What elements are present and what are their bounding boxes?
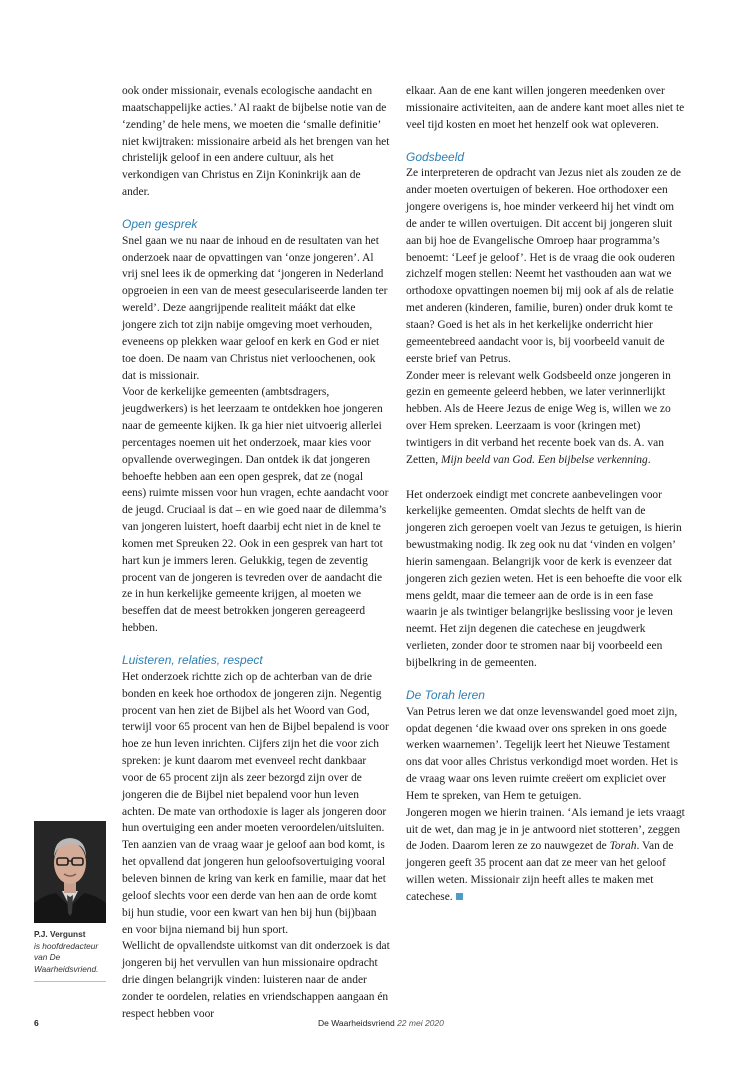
book-title: Mijn beeld van God. Een bijbelse verkenning xyxy=(440,453,648,466)
footer-magazine xyxy=(318,1018,444,1028)
paragraph-text: . Van de jongeren geeft 35 procent aan dat ze meer van het geloof willen weten. Missionair zijn heeft alles te maken met catechese. xyxy=(406,840,674,903)
paragraph: Voor de kerkelijke gemeenten (ambtsdragers, jeugdwerkers) is het leerzaam te ontdekken hoe jongeren naar de gemeente kijken. Ik ga hier niet uitvoerig allerlei percentages noemen uit het onderzoek, maar kies voor opvallende overwegingen. Dan ontdek ik dat jongeren behoefte hebben aan een open gesprek, dat ze (nogal eens) ruimte missen voor hun vragen, echte aandacht voor de jeugd. Cruciaal is dat – en wie goed naar de dilemma’s van jongeren luistert, hoeft daarbij echt niet in de knel te komen met Spreuken 22. Ook in een gesprek van hart tot hart kun je immers leren. Gelukkig, tegen de zeventig procent van de jongeren is tevreden over de aandacht die ze in hun kerkelijke gemeente krijgen, al moeten we beseffen dat de meest betrokken jongeren gereageerd hebben. xyxy=(122,386,389,635)
paragraph: Ze interpreteren de opdracht van Jezus niet als zouden ze de ander moeten overtuigen of bekeren. Hoe orthodoxer een jongere overigens is, hoe minder verkeerd hij het vindt om de ander te willen overtuigen. Dit accent bij jongeren sluit aan bij hoe de Evangelische Omroep haar programma’s benoemt: ‘Leef je geloof’. Het is de vraag die ook ouderen zichzelf mogen stellen: Neemt het vasthouden aan wat we orthodoxe opvattingen noemen bij mij ook af als de relatie met anderen (kinderen, familie, buren) onder druk komt te staan? Goed is het als in het kerkelijke onderricht hier gemeentebreed aandacht voor is, bij voorbeeld vanuit de eerste brief van Petrus. xyxy=(406,167,682,365)
paragraph: Van Petrus leren we dat onze levenswandel goed moet zijn, opdat degenen ‘die kwaad over ons spreken in ons goede werken waarnemen’. Tegelijk leert het Nieuwe Testament ons dat voor alles Christus verkondigd moet worden. Het is de vraag waar ons leven ruimte creëert om expliciet over Hem te spreken, van Hem te getuigen. xyxy=(406,705,678,802)
author-name: P.J. Vergunst xyxy=(34,929,86,939)
author-role: is hoofdredacteur van De Waarheidsvriend. xyxy=(34,940,99,974)
paragraph-text: Jongeren mogen we hierin trainen. ‘Als iemand je iets vraagt uit de wet, dan mag je in je antwoord niet stotteren’, zeggen de Joden. Daarom leren ze zo nauwgezet de xyxy=(406,806,685,853)
paragraph: Wellicht de opvallendste uitkomst van dit onderzoek is dat jongeren bij het vervullen van hun missionaire opdracht drie dingen belangrijk vinden: luisteren naar de ander zonder te oordelen, relaties en vriendschappen aangaan én respect hebben voor xyxy=(122,940,390,1020)
paragraph: ook onder missionair, evenals ecologische aandacht en maatschappelijke acties.’ Al raakt de bijbelse notie van de ‘zending’ de hele mens, we moeten die ‘smalle definitie’ niet kwijtraken: missionaire arbeid als het brengen van het christelijk geloof in een andere cultuur, als het verkondigen van Christus en Zijn Koninkrijk aan de ander. xyxy=(122,85,390,199)
page-number: 6 xyxy=(34,1018,39,1028)
magazine-name: De Waarheidsvriend xyxy=(318,1018,395,1028)
paragraph-text: Zonder meer is relevant welk Godsbeeld onze jongeren in gezin en gemeente geleerd hebben, we later verinnerlijkt hebben. Als de Heere Jezus de enige Weg is, willen we zo over Hem spreken. Leerzaam is voor (kringen met) twintigers in dit verband het recente boek van ds. A. van Zetten, xyxy=(406,369,671,466)
article-column-left xyxy=(122,83,390,1023)
paragraph: Het onderzoek eindigt met concrete aanbevelingen voor kerkelijke gemeenten. Omdat slechts de helft van de jongeren zich geroepen voelt van Jezus te getuigen, is hierin bewustmaking nodig. Ik zeg ook nu dat ‘vinden en volgen’ hierin samengaan. Belangrijk voor de kerk is evenzeer dat jongeren zich gezien weten. Het is een behoefte die voor elk mens geldt, maar die temeer aan de orde is in een fase waarin je als twintiger belangrijke beslissing voor je leven neemt. Het zijn degenen die catechese en jeugdwerk verlieten, zonder door te stromen naar bij voorbeeld een bijbelkring in de gemeenten. xyxy=(406,488,682,669)
caption-divider xyxy=(34,981,106,982)
article-column-right xyxy=(406,83,686,906)
issue-date: 22 mei 2020 xyxy=(397,1018,444,1028)
paragraph: Het onderzoek richtte zich op de achterban van de drie bonden en keek hoe orthodox de jongeren zijn. Negentig procent van hen ziet de Bijbel als het Woord van God, terwijl voor 65 procent van hen de Bijbel bepalend is voor hoe ze hun leven inrichten. Cijfers zijn het die voor zich spreken: je kunt daarom met evenveel recht dankbaar voor de 65 procent zijn als zeer bezorgd zijn over de jongeren die de Bijbel niet bepalend voor hun leven achten. De mate van orthodoxie is lager als jongeren door hun overtuiging een ander moeten veroordelen/uitsluiten. Ten aanzien van de vraag waar je geloof aan bod komt, is het opvallend dat jongeren hun geloofsovertuiging vooral beleven binnen de kring van kerk en familie, maar dat het geloof slechts voor een derde van hen aan de orde komt bij hun studie, voor een kwart van hen bij hun (bij)baan en voor bijna niemand bij hun sport. xyxy=(122,670,389,936)
emphasis-torah: Torah xyxy=(609,840,637,853)
paragraph: Snel gaan we nu naar de inhoud en de resultaten van het onderzoek naar de opvattingen van ‘onze jongeren’. Al vrij snel lees ik de opmerking dat ‘jongeren in Nederland opgroeien in een van de meest geseculariseerde landen ter wereld’. Deze aangrijpende realiteit máákt dat elke jongere zich tot zijn nabije omgeving moet verhouden, eveneens op plekken waar geloof en kerk en God er niet toe doen. De naam van Christus niet verloochenen, ook dat is missionair. xyxy=(122,234,388,382)
paragraph-text: . xyxy=(647,453,651,466)
section-heading-open-gesprek: Open gesprek xyxy=(122,216,198,231)
section-heading-torah: De Torah leren xyxy=(406,687,485,702)
paragraph: elkaar. Aan de ene kant willen jongeren meedenken over missionaire activiteiten, aan de andere kant moet alles niet te veel tijd kosten en moet het henzelf ook wat opleveren. xyxy=(406,85,685,131)
author-photo xyxy=(34,821,106,923)
paragraph xyxy=(406,805,686,906)
author-caption xyxy=(34,929,108,975)
end-mark-icon xyxy=(456,893,463,900)
paragraph xyxy=(406,368,686,469)
section-heading-luisteren: Luisteren, relaties, respect xyxy=(122,653,263,667)
section-heading-godsbeeld: Godsbeeld xyxy=(406,149,465,164)
